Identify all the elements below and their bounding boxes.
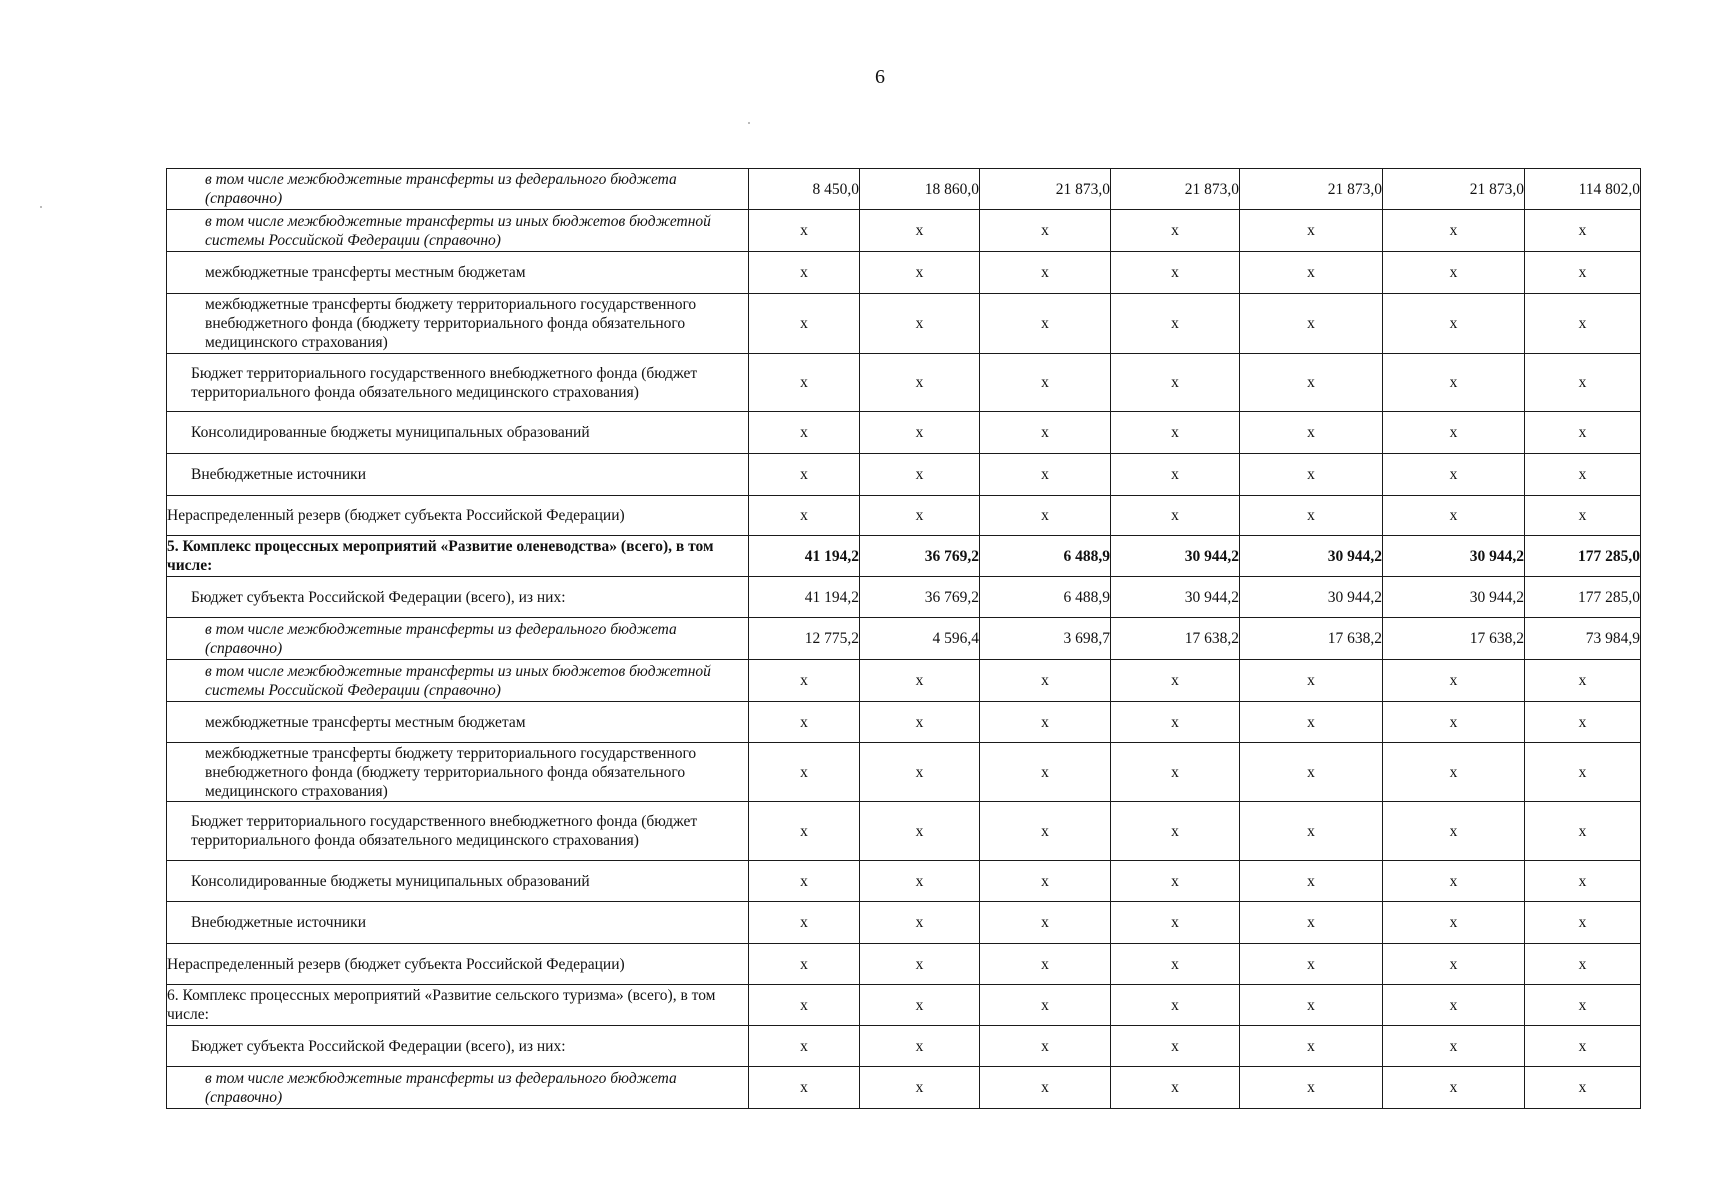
value-cell: x: [1525, 702, 1641, 743]
value-cell: x: [1525, 1026, 1641, 1067]
value-cell: x: [1525, 660, 1641, 702]
value-cell: 12 775,2: [749, 618, 860, 660]
value-cell: x: [1240, 985, 1383, 1026]
value-cell: x: [1383, 354, 1525, 412]
table-row: [167, 1067, 1641, 1109]
value-cell: x: [1383, 944, 1525, 985]
table-row: [167, 660, 1641, 702]
value-cell: x: [1240, 496, 1383, 536]
value-cell: 6 488,9: [980, 536, 1111, 577]
value-cell: x: [1111, 354, 1240, 412]
value-cell: x: [860, 902, 980, 944]
value-cell: x: [1240, 294, 1383, 354]
value-cell: x: [1240, 660, 1383, 702]
value-cell: 36 769,2: [860, 536, 980, 577]
value-cell: x: [1240, 802, 1383, 861]
table-row: [167, 536, 1641, 577]
value-cell: x: [749, 210, 860, 252]
row-label: 5. Комплекс процессных мероприятий «Развитие оленеводства» (всего), в том числе:: [167, 536, 749, 577]
value-cell: x: [749, 1026, 860, 1067]
value-cell: x: [1111, 1067, 1240, 1109]
value-cell: x: [1240, 252, 1383, 294]
value-cell: x: [1111, 412, 1240, 454]
value-cell: x: [749, 454, 860, 496]
value-cell: x: [980, 412, 1111, 454]
value-cell: 4 596,4: [860, 618, 980, 660]
value-cell: 30 944,2: [1383, 577, 1525, 618]
value-cell: x: [1111, 252, 1240, 294]
value-cell: x: [749, 354, 860, 412]
row-label: межбюджетные трансферты бюджету территориального государственного внебюджетного фонда (бюджету территориального фонда обязательного медицинского страхования): [167, 743, 749, 802]
value-cell: x: [860, 944, 980, 985]
value-cell: x: [860, 496, 980, 536]
value-cell: x: [1111, 902, 1240, 944]
row-label: Внебюджетные источники: [167, 902, 749, 944]
row-label: Бюджет субъекта Российской Федерации (всего), из них:: [167, 1026, 749, 1067]
value-cell: x: [749, 252, 860, 294]
value-cell: x: [1111, 702, 1240, 743]
row-label: Консолидированные бюджеты муниципальных образований: [167, 412, 749, 454]
value-cell: x: [1525, 944, 1641, 985]
value-cell: x: [980, 454, 1111, 496]
value-cell: 8 450,0: [749, 169, 860, 210]
value-cell: x: [749, 743, 860, 802]
value-cell: 17 638,2: [1240, 618, 1383, 660]
table-row: [167, 702, 1641, 743]
value-cell: x: [1240, 861, 1383, 902]
value-cell: x: [1240, 454, 1383, 496]
value-cell: x: [1525, 861, 1641, 902]
value-cell: x: [1383, 985, 1525, 1026]
value-cell: x: [980, 1067, 1111, 1109]
value-cell: x: [860, 1026, 980, 1067]
row-label: Консолидированные бюджеты муниципальных образований: [167, 861, 749, 902]
value-cell: x: [1240, 743, 1383, 802]
value-cell: x: [860, 412, 980, 454]
value-cell: x: [1525, 412, 1641, 454]
value-cell: x: [1240, 412, 1383, 454]
value-cell: x: [860, 454, 980, 496]
value-cell: x: [1525, 210, 1641, 252]
value-cell: x: [1240, 702, 1383, 743]
value-cell: x: [1383, 454, 1525, 496]
value-cell: x: [1383, 902, 1525, 944]
value-cell: x: [1525, 902, 1641, 944]
value-cell: x: [749, 944, 860, 985]
table-row: [167, 169, 1641, 210]
value-cell: 18 860,0: [860, 169, 980, 210]
value-cell: x: [1383, 412, 1525, 454]
value-cell: 73 984,9: [1525, 618, 1641, 660]
value-cell: x: [980, 660, 1111, 702]
value-cell: x: [980, 354, 1111, 412]
value-cell: x: [749, 496, 860, 536]
row-label: в том числе межбюджетные трансферты из иных бюджетов бюджетной системы Российской Федерации (справочно): [167, 660, 749, 702]
value-cell: x: [860, 252, 980, 294]
row-label: Бюджет субъекта Российской Федерации (всего), из них:: [167, 577, 749, 618]
value-cell: x: [980, 294, 1111, 354]
table-row: [167, 861, 1641, 902]
value-cell: x: [1525, 743, 1641, 802]
value-cell: 114 802,0: [1525, 169, 1641, 210]
row-label: в том числе межбюджетные трансферты из федерального бюджета (справочно): [167, 1067, 749, 1109]
table-row: [167, 743, 1641, 802]
value-cell: x: [980, 743, 1111, 802]
value-cell: x: [860, 1067, 980, 1109]
value-cell: x: [980, 944, 1111, 985]
table-row: [167, 985, 1641, 1026]
value-cell: x: [860, 210, 980, 252]
table-row: [167, 618, 1641, 660]
table-row: [167, 294, 1641, 354]
value-cell: x: [1111, 802, 1240, 861]
table-row: [167, 902, 1641, 944]
value-cell: x: [1240, 1067, 1383, 1109]
value-cell: x: [749, 702, 860, 743]
page-number: 6: [875, 66, 885, 88]
value-cell: x: [860, 985, 980, 1026]
value-cell: x: [1111, 660, 1240, 702]
value-cell: x: [1111, 294, 1240, 354]
value-cell: x: [860, 743, 980, 802]
value-cell: x: [1383, 496, 1525, 536]
table-body: [167, 169, 1641, 1109]
value-cell: x: [1525, 354, 1641, 412]
row-label: Бюджет территориального государственного внебюджетного фонда (бюджет территориального фонда обязательного медицинского страхования): [167, 354, 749, 412]
value-cell: x: [980, 496, 1111, 536]
value-cell: x: [860, 702, 980, 743]
value-cell: x: [1525, 294, 1641, 354]
value-cell: 21 873,0: [1383, 169, 1525, 210]
value-cell: 177 285,0: [1525, 577, 1641, 618]
value-cell: x: [1111, 454, 1240, 496]
scan-speck: [40, 206, 42, 208]
row-label: в том числе межбюджетные трансферты из иных бюджетов бюджетной системы Российской Федерации (справочно): [167, 210, 749, 252]
value-cell: x: [1111, 496, 1240, 536]
value-cell: x: [749, 902, 860, 944]
value-cell: x: [980, 1026, 1111, 1067]
row-label: 6. Комплекс процессных мероприятий «Развитие сельского туризма» (всего), в том числе:: [167, 985, 749, 1026]
row-label: Нераспределенный резерв (бюджет субъекта Российской Федерации): [167, 496, 749, 536]
value-cell: x: [1111, 985, 1240, 1026]
value-cell: 30 944,2: [1240, 536, 1383, 577]
value-cell: x: [1111, 210, 1240, 252]
value-cell: x: [1383, 743, 1525, 802]
value-cell: 21 873,0: [980, 169, 1111, 210]
value-cell: 177 285,0: [1525, 536, 1641, 577]
value-cell: 30 944,2: [1383, 536, 1525, 577]
value-cell: x: [1111, 743, 1240, 802]
row-label: Бюджет территориального государственного внебюджетного фонда (бюджет территориального фонда обязательного медицинского страхования): [167, 802, 749, 861]
row-label: Внебюджетные источники: [167, 454, 749, 496]
value-cell: 3 698,7: [980, 618, 1111, 660]
value-cell: x: [1525, 802, 1641, 861]
value-cell: x: [1240, 944, 1383, 985]
value-cell: x: [980, 861, 1111, 902]
value-cell: x: [749, 412, 860, 454]
value-cell: x: [749, 660, 860, 702]
value-cell: x: [749, 294, 860, 354]
value-cell: x: [980, 985, 1111, 1026]
budget-table: [166, 168, 1641, 1109]
value-cell: x: [1111, 861, 1240, 902]
value-cell: x: [1383, 702, 1525, 743]
value-cell: x: [860, 660, 980, 702]
value-cell: 6 488,9: [980, 577, 1111, 618]
scan-speck: [748, 122, 750, 124]
value-cell: x: [980, 252, 1111, 294]
value-cell: 30 944,2: [1240, 577, 1383, 618]
value-cell: x: [1525, 985, 1641, 1026]
table-row: [167, 944, 1641, 985]
value-cell: x: [860, 354, 980, 412]
row-label: в том числе межбюджетные трансферты из федерального бюджета (справочно): [167, 618, 749, 660]
value-cell: x: [1240, 902, 1383, 944]
value-cell: x: [1111, 944, 1240, 985]
value-cell: x: [980, 210, 1111, 252]
value-cell: 30 944,2: [1111, 577, 1240, 618]
value-cell: x: [749, 985, 860, 1026]
value-cell: x: [1525, 252, 1641, 294]
value-cell: x: [1383, 802, 1525, 861]
table-row: [167, 252, 1641, 294]
value-cell: x: [860, 294, 980, 354]
value-cell: x: [1525, 1067, 1641, 1109]
value-cell: 41 194,2: [749, 577, 860, 618]
value-cell: x: [1383, 1026, 1525, 1067]
table-row: [167, 354, 1641, 412]
value-cell: x: [1383, 294, 1525, 354]
table-row: [167, 210, 1641, 252]
value-cell: 36 769,2: [860, 577, 980, 618]
value-cell: x: [1383, 660, 1525, 702]
value-cell: 17 638,2: [1111, 618, 1240, 660]
table-row: [167, 1026, 1641, 1067]
value-cell: x: [980, 902, 1111, 944]
value-cell: 21 873,0: [1240, 169, 1383, 210]
table-row: [167, 496, 1641, 536]
value-cell: x: [980, 702, 1111, 743]
value-cell: x: [749, 861, 860, 902]
value-cell: x: [1525, 454, 1641, 496]
value-cell: x: [1525, 496, 1641, 536]
value-cell: 30 944,2: [1111, 536, 1240, 577]
value-cell: x: [1383, 861, 1525, 902]
row-label: Нераспределенный резерв (бюджет субъекта Российской Федерации): [167, 944, 749, 985]
value-cell: 21 873,0: [1111, 169, 1240, 210]
value-cell: x: [980, 802, 1111, 861]
row-label: в том числе межбюджетные трансферты из федерального бюджета (справочно): [167, 169, 749, 210]
value-cell: x: [749, 802, 860, 861]
value-cell: x: [860, 861, 980, 902]
table-row: [167, 802, 1641, 861]
value-cell: x: [860, 802, 980, 861]
value-cell: x: [1111, 1026, 1240, 1067]
value-cell: x: [1240, 210, 1383, 252]
value-cell: x: [1383, 252, 1525, 294]
value-cell: x: [1240, 354, 1383, 412]
row-label: межбюджетные трансферты бюджету территориального государственного внебюджетного фонда (бюджету территориального фонда обязательного медицинского страхования): [167, 294, 749, 354]
value-cell: x: [1383, 210, 1525, 252]
value-cell: x: [749, 1067, 860, 1109]
value-cell: 17 638,2: [1383, 618, 1525, 660]
table-row: [167, 577, 1641, 618]
table-row: [167, 454, 1641, 496]
table-row: [167, 412, 1641, 454]
value-cell: x: [1240, 1026, 1383, 1067]
row-label: межбюджетные трансферты местным бюджетам: [167, 702, 749, 743]
value-cell: x: [1383, 1067, 1525, 1109]
row-label: межбюджетные трансферты местным бюджетам: [167, 252, 749, 294]
value-cell: 41 194,2: [749, 536, 860, 577]
